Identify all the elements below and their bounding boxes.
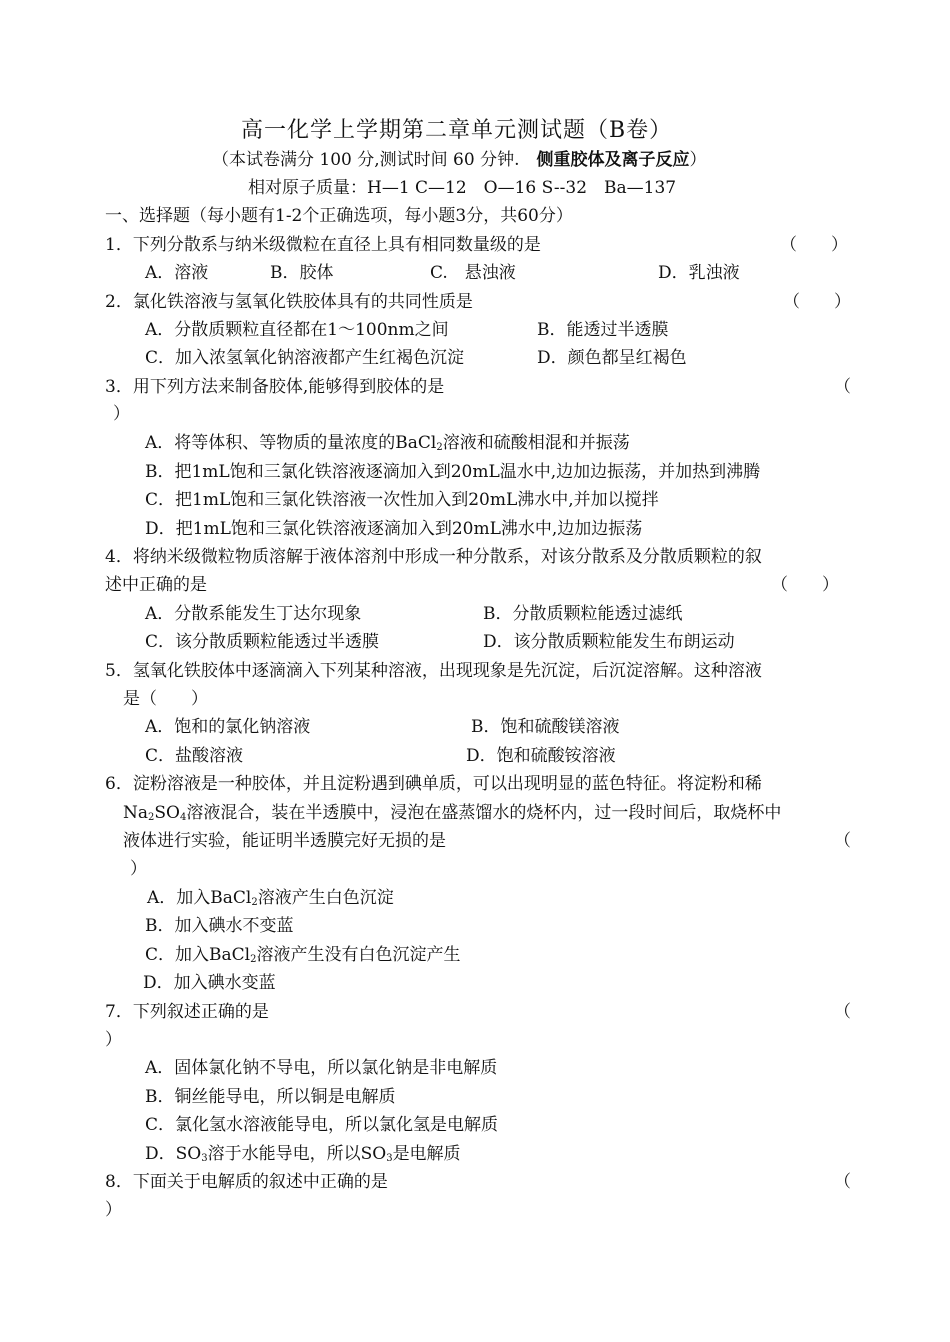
question-5-option-a: A．饱和的氯化钠溶液 <box>145 717 311 737</box>
question-6-option-c <box>145 944 460 971</box>
question-4-option-c: C．该分散质颗粒能透过半透膜 <box>145 632 380 652</box>
question-4-option-a: A．分散系能发生丁达尔现象 <box>145 604 362 624</box>
question-6-option-a-tail: 溶液产生白色沉淀 <box>257 888 394 908</box>
question-3-bracket-open: （ <box>834 377 851 397</box>
question-1-stem: 1．下列分散系与纳米级微粒在直径上具有相同数量级的是 <box>105 235 541 255</box>
subtitle-focus: 侧重胶体及离子反应 <box>536 150 690 170</box>
section-heading: 一、选择题（每小题有1-2个正确选项，每小题3分，共60分） <box>105 206 573 226</box>
question-5-stem-line-2: 是（ ） <box>123 689 208 709</box>
question-1-option-d: D．乳浊液 <box>658 263 740 283</box>
question-2-option-d: D．颜色都呈红褐色 <box>537 348 687 368</box>
question-6-stem-line-2 <box>123 802 781 829</box>
question-3-option-c: C．把1mL饱和三氯化铁溶液一次性加入到20mL沸水中,并加以搅拌 <box>145 490 659 510</box>
subscript: 2 <box>436 442 443 453</box>
question-5-option-c: C．盐酸溶液 <box>145 746 244 766</box>
question-5-option-d: D．饱和硫酸铵溶液 <box>466 746 616 766</box>
question-3-bracket-close: ） <box>113 404 130 424</box>
question-4-stem-line-1: 4．将纳米级微粒物质溶解于液体溶剂中形成一种分散系，对该分散系及分散质颗粒的叙 <box>105 547 762 567</box>
question-2-option-c: C．加入浓氢氧化钠溶液都产生红褐色沉淀 <box>145 348 465 368</box>
question-3-option-b: B．把1mL饱和三氯化铁溶液逐滴加入到20mL温水中,边加边振荡，并加热到沸腾 <box>145 462 761 482</box>
question-6-bracket-open: （ <box>834 831 851 851</box>
question-1-option-b: B．胶体 <box>270 263 334 283</box>
question-3-option-a-tail: 溶液和硫酸相混和并振荡 <box>442 433 630 453</box>
question-4-option-d: D．该分散质颗粒能发生布朗运动 <box>483 632 735 652</box>
subscript: 3 <box>201 1153 208 1164</box>
question-4-option-b: B．分散质颗粒能透过滤纸 <box>483 604 683 624</box>
question-6-stem-line-2-text: 溶液混合，装在半透膜中，浸泡在盛蒸馏水的烧杯内，过一段时间后，取烧杯中 <box>186 803 782 823</box>
question-7-option-d-tail: 是电解质 <box>392 1144 461 1164</box>
question-6-stem-line-3: 液体进行实验，能证明半透膜完好无损的是 <box>123 831 446 851</box>
question-6-option-d: D．加入碘水变蓝 <box>143 973 276 993</box>
question-3-option-a <box>145 432 630 459</box>
question-1-option-a: A．溶液 <box>145 263 209 283</box>
question-5-option-b: B．饱和硫酸镁溶液 <box>471 717 620 737</box>
question-7-option-d <box>145 1143 461 1170</box>
question-7-option-a: A．固体氯化钠不导电，所以氯化钠是非电解质 <box>145 1058 498 1078</box>
question-1-bracket: （ ） <box>780 235 848 255</box>
question-2-stem: 2．氯化铁溶液与氢氧化铁胶体具有的共同性质是 <box>105 292 473 312</box>
question-2-bracket: （ ） <box>783 292 851 312</box>
formula-so: SO <box>154 803 180 823</box>
atomic-mass-line: 相对原子质量：H—1 C—12 O—16 S--32 Ba—137 <box>248 178 677 198</box>
question-5-stem-line-1: 5．氢氧化铁胶体中逐滴滴入下列某种溶液，出现现象是先沉淀，后沉淀溶解。这种溶液 <box>105 661 762 681</box>
question-7-bracket-close: ） <box>105 1030 122 1050</box>
question-7-option-d-mid: 溶于水能导电，所以SO <box>207 1144 387 1164</box>
question-6-option-b: B．加入碘水不变蓝 <box>145 916 294 936</box>
question-1-option-c: C. 悬浊液 <box>430 263 516 283</box>
subscript: 2 <box>148 812 155 823</box>
question-4-stem-line-2: 述中正确的是 <box>105 575 207 595</box>
question-4-bracket: （ ） <box>771 575 839 595</box>
subscript: 2 <box>250 954 257 965</box>
formula-na: Na <box>123 803 149 823</box>
subscript: 3 <box>386 1153 393 1164</box>
question-3-stem: 3．用下列方法来制备胶体,能够得到胶体的是 <box>105 377 445 397</box>
question-7-stem: 7．下列叙述正确的是 <box>105 1002 269 1022</box>
question-3-option-d: D．把1mL饱和三氯化铁溶液逐滴加入到20mL沸水中,边加边振荡 <box>145 519 643 539</box>
subtitle <box>212 149 707 171</box>
question-6-bracket-close: ） <box>130 859 147 879</box>
question-8-stem: 8．下面关于电解质的叙述中正确的是 <box>105 1172 388 1192</box>
question-7-option-d-text: D．SO <box>145 1144 202 1164</box>
subscript: 2 <box>251 897 258 908</box>
question-7-bracket-open: （ <box>834 1002 851 1022</box>
subtitle-close: ） <box>689 150 707 170</box>
question-3-option-a-text: A．将等体积、等物质的量浓度的BaCl <box>145 433 437 453</box>
question-6-option-a <box>147 887 394 914</box>
question-7-option-b: B．铜丝能导电，所以铜是电解质 <box>145 1087 396 1107</box>
question-2-option-b: B．能透过半透膜 <box>537 320 669 340</box>
subtitle-main: （本试卷满分 100 分,测试时间 60 分钟. <box>212 150 520 170</box>
question-8-bracket-open: （ <box>834 1172 851 1192</box>
question-6-stem-line-1: 6．淀粉溶液是一种胶体，并且淀粉遇到碘单质，可以出现明显的蓝色特征。将淀粉和稀 <box>105 774 762 794</box>
question-6-option-c-tail: 溶液产生没有白色沉淀产生 <box>256 945 461 965</box>
question-6-option-c-text: C．加入BaCl <box>145 945 251 965</box>
subscript: 4 <box>179 812 187 823</box>
question-6-option-a-text: A．加入BaCl <box>147 888 252 908</box>
page-title: 高一化学上学期第二章单元测试题（B卷） <box>241 118 673 143</box>
question-7-option-c: C．氯化氢水溶液能导电，所以氯化氢是电解质 <box>145 1115 499 1135</box>
question-2-option-a: A．分散质颗粒直径都在1～100nm之间 <box>145 320 449 340</box>
question-8-bracket-close: ） <box>105 1200 122 1220</box>
